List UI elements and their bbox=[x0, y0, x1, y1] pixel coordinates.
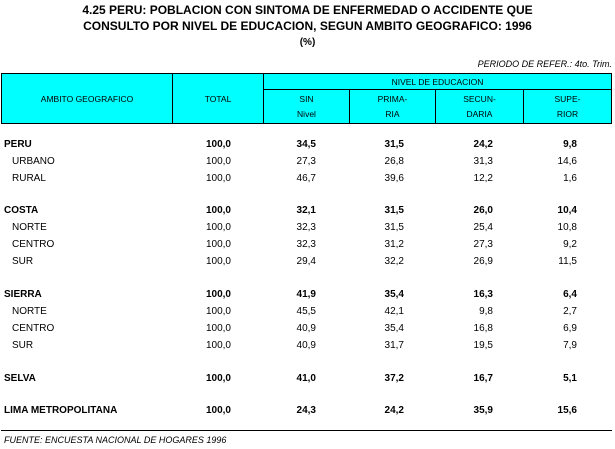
row-label: URBANO bbox=[12, 156, 55, 167]
row-value: 100,0 bbox=[205, 173, 231, 184]
table-row bbox=[0, 403, 615, 419]
row-value: 27,3 bbox=[296, 156, 316, 167]
row-value: 2,7 bbox=[563, 306, 577, 317]
table-row bbox=[0, 171, 615, 187]
table-row bbox=[0, 321, 615, 337]
header-sin-2: Nivel bbox=[297, 109, 316, 119]
table-row bbox=[0, 237, 615, 253]
header-secundaria-1: SECUN- bbox=[463, 94, 496, 104]
row-value: 32,2 bbox=[384, 256, 404, 267]
row-value: 31,5 bbox=[384, 205, 404, 216]
row-value: 27,3 bbox=[473, 239, 493, 250]
table-title-line-2: CONSULTO POR NIVEL DE EDUCACION, SEGUN AMBITO GEOGRAFICO: 1996 bbox=[83, 19, 532, 33]
table-row bbox=[0, 287, 615, 303]
table-row bbox=[0, 254, 615, 270]
row-value: 9,2 bbox=[563, 239, 577, 250]
row-value: 16,8 bbox=[473, 323, 493, 334]
row-label: CENTRO bbox=[12, 323, 55, 334]
row-label: PERU bbox=[4, 139, 32, 150]
row-value: 6,9 bbox=[563, 323, 577, 334]
row-value: 45,5 bbox=[296, 306, 316, 317]
header-primaria-2: RIA bbox=[385, 109, 400, 119]
row-value: 31,2 bbox=[384, 239, 404, 250]
row-value: 1,6 bbox=[563, 173, 577, 184]
row-label: SIERRA bbox=[4, 289, 42, 300]
table-source: FUENTE: ENCUESTA NACIONAL DE HOGARES 1996 bbox=[4, 435, 227, 445]
row-value: 25,4 bbox=[473, 222, 493, 233]
row-value: 34,5 bbox=[296, 139, 316, 150]
row-label: SELVA bbox=[4, 373, 36, 384]
row-label: NORTE bbox=[12, 222, 47, 233]
table-row bbox=[0, 137, 615, 153]
row-value: 32,1 bbox=[296, 205, 316, 216]
row-value: 100,0 bbox=[205, 256, 231, 267]
table-row bbox=[0, 154, 615, 170]
header-sin-1: SIN bbox=[299, 94, 314, 104]
row-value: 31,3 bbox=[473, 156, 493, 167]
row-value: 11,5 bbox=[558, 256, 577, 267]
row-value: 100,0 bbox=[205, 306, 231, 317]
table-row bbox=[0, 203, 615, 219]
row-value: 31,7 bbox=[384, 340, 404, 351]
table-row bbox=[0, 304, 615, 320]
row-value: 26,8 bbox=[384, 156, 404, 167]
row-value: 32,3 bbox=[296, 239, 316, 250]
row-value: 26,0 bbox=[473, 205, 493, 216]
table-header bbox=[1, 73, 612, 124]
row-value: 24,3 bbox=[296, 405, 316, 416]
row-value: 40,9 bbox=[296, 323, 316, 334]
row-value: 5,1 bbox=[563, 373, 577, 384]
header-total: TOTAL bbox=[204, 94, 232, 104]
row-value: 14,6 bbox=[557, 156, 577, 167]
row-value: 31,5 bbox=[384, 222, 404, 233]
row-value: 16,7 bbox=[473, 373, 493, 384]
row-value: 41,9 bbox=[296, 289, 316, 300]
row-value: 19,5 bbox=[473, 340, 493, 351]
table-bottom-rule bbox=[1, 430, 612, 431]
header-nivel: NIVEL DE EDUCACION bbox=[391, 77, 484, 87]
row-label: LIMA METROPOLITANA bbox=[4, 405, 118, 416]
table-row bbox=[0, 220, 615, 236]
header-secundaria-2: DARIA bbox=[466, 109, 493, 119]
header-primaria-1: PRIMA- bbox=[377, 94, 408, 104]
row-label: SUR bbox=[12, 256, 34, 267]
row-value: 31,5 bbox=[384, 139, 404, 150]
row-value: 100,0 bbox=[205, 289, 231, 300]
row-label: SUR bbox=[12, 340, 34, 351]
header-superior-2: RIOR bbox=[556, 109, 579, 119]
table-title-line-1: 4.25 PERU: POBLACION CON SINTOMA DE ENFERMEDAD O ACCIDENTE QUE bbox=[82, 3, 533, 17]
row-value: 10,8 bbox=[557, 222, 577, 233]
row-value: 9,8 bbox=[479, 306, 493, 317]
row-value: 40,9 bbox=[296, 340, 316, 351]
row-value: 15,6 bbox=[557, 405, 577, 416]
row-value: 35,4 bbox=[384, 323, 404, 334]
row-value: 39,6 bbox=[384, 173, 404, 184]
row-value: 29,4 bbox=[296, 256, 316, 267]
row-value: 12,2 bbox=[473, 173, 493, 184]
row-value: 100,0 bbox=[205, 222, 231, 233]
row-value: 100,0 bbox=[205, 205, 231, 216]
row-label: COSTA bbox=[4, 205, 39, 216]
row-value: 100,0 bbox=[205, 405, 231, 416]
row-label: RURAL bbox=[12, 173, 46, 184]
row-label: NORTE bbox=[12, 306, 47, 317]
row-value: 100,0 bbox=[205, 156, 231, 167]
row-label: CENTRO bbox=[12, 239, 55, 250]
row-value: 26,9 bbox=[473, 256, 493, 267]
row-value: 100,0 bbox=[205, 323, 231, 334]
table-unit: (%) bbox=[299, 37, 316, 48]
table-row bbox=[0, 371, 615, 387]
row-value: 9,8 bbox=[563, 139, 577, 150]
row-value: 16,3 bbox=[473, 289, 493, 300]
row-value: 100,0 bbox=[205, 373, 231, 384]
row-value: 6,4 bbox=[563, 289, 577, 300]
header-superior-1: SUPE- bbox=[554, 94, 581, 104]
row-value: 24,2 bbox=[384, 405, 404, 416]
row-value: 24,2 bbox=[473, 139, 493, 150]
row-value: 100,0 bbox=[205, 239, 231, 250]
row-value: 42,1 bbox=[384, 306, 404, 317]
row-value: 41,0 bbox=[296, 373, 316, 384]
row-value: 100,0 bbox=[205, 139, 231, 150]
row-value: 10,4 bbox=[557, 205, 577, 216]
table-row bbox=[0, 338, 615, 354]
reference-period: PERIODO DE REFER.: 4to. Trim. bbox=[477, 59, 612, 69]
row-value: 35,9 bbox=[473, 405, 493, 416]
row-value: 46,7 bbox=[296, 173, 316, 184]
row-value: 100,0 bbox=[205, 340, 231, 351]
header-ambito: AMBITO GEOGRAFICO bbox=[40, 94, 134, 104]
row-value: 35,4 bbox=[384, 289, 404, 300]
row-value: 37,2 bbox=[384, 373, 404, 384]
row-value: 7,9 bbox=[563, 340, 577, 351]
row-value: 32,3 bbox=[296, 222, 316, 233]
